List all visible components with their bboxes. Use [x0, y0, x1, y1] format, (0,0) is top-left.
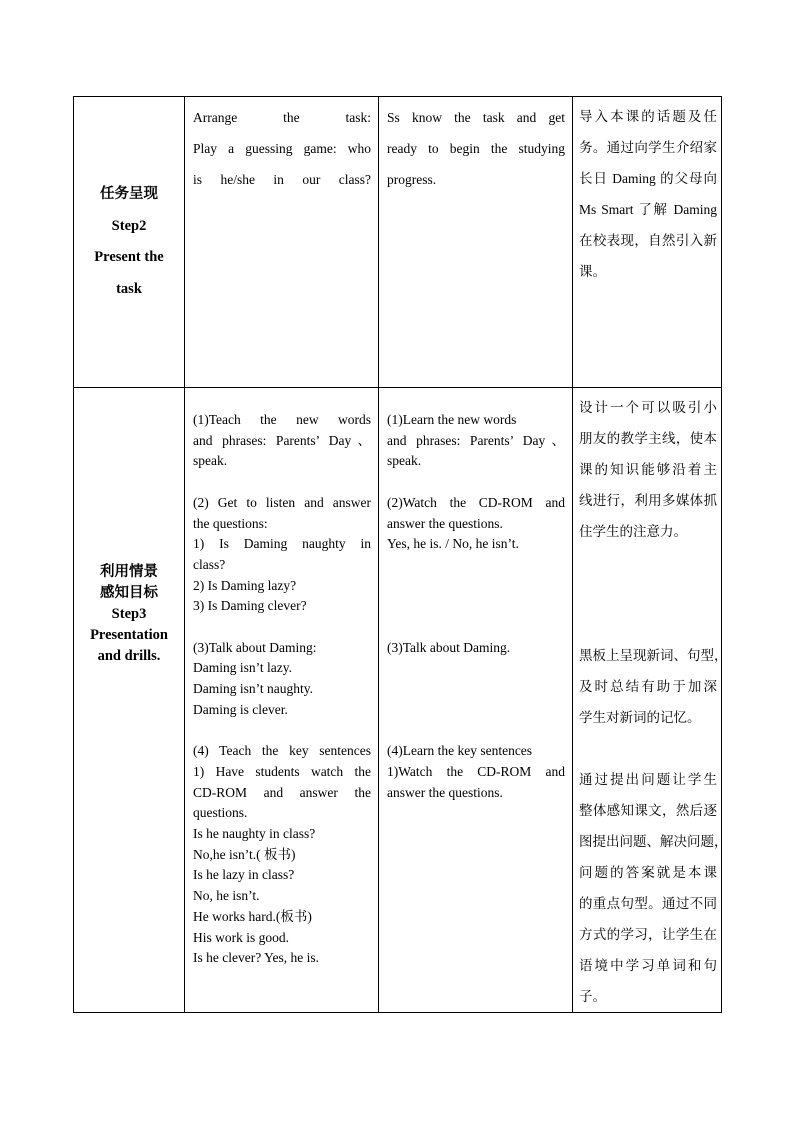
purpose-line: Ms Smart 了解 Daming — [579, 202, 717, 217]
student-line: answer the questions. — [387, 515, 503, 531]
purpose-line: 住学生的注意力。 — [579, 524, 687, 539]
teacher-line: (1)Teach the new words — [193, 412, 371, 427]
teacher-line: (4) Teach the key sentences — [193, 743, 371, 759]
purpose-line: 及时总结有助于加深 — [579, 679, 717, 694]
teacher-line: Play a guessing game: who — [193, 141, 371, 156]
teacher-line: 2) Is Daming lazy? — [193, 577, 297, 593]
teacher-activity-cell — [185, 388, 379, 1013]
teacher-line: (2) Get to listen and answer — [193, 494, 371, 510]
teacher-line: class? — [193, 556, 226, 572]
stage-label: 感知目标 — [100, 584, 158, 601]
table-row-step3 — [74, 388, 722, 1013]
teacher-line: is he/she in our class? — [193, 172, 371, 187]
purpose-line: 课的知识能够沿着主 — [579, 462, 717, 477]
teacher-line: and phrases: Parents’ Day、 — [193, 432, 371, 448]
purpose-line: 导入本课的话题及任 — [579, 109, 717, 124]
student-line: speak. — [387, 453, 422, 469]
stage-label: and drills. — [97, 647, 161, 664]
stage-label: Step3 — [111, 605, 147, 622]
teacher-line: His work is good. — [193, 929, 290, 945]
purpose-line: 问题的答案就是本课 — [579, 865, 717, 880]
teacher-line: speak. — [193, 453, 228, 469]
purpose-line: 设计一个可以吸引小 — [579, 400, 717, 415]
stage-label: 利用情景 — [100, 563, 158, 580]
teacher-line: No,he isn’t.( 板书) — [193, 846, 296, 862]
lesson-plan-table — [73, 96, 728, 1013]
stage-cell-step3 — [74, 388, 185, 1013]
purpose-line: 语境中学习单词和句 — [579, 958, 717, 973]
teacher-line: Is he naughty in class? — [193, 826, 316, 842]
purpose-line: 图提出问题、解决问题， — [579, 834, 728, 849]
student-line: (3)Talk about Daming. — [387, 639, 511, 655]
student-line: (2)Watch the CD-ROM and — [387, 494, 565, 510]
teacher-line: He works hard.(板书) — [193, 908, 312, 924]
teacher-line: Daming isn’t lazy. — [193, 660, 292, 676]
student-line: and phrases: Parents’ Day、 — [387, 432, 565, 448]
student-line: ready to begin the studying — [387, 141, 565, 156]
teacher-line: Is he clever? Yes, he is. — [193, 950, 319, 966]
purpose-line: 方式的学习，让学生在 — [579, 927, 717, 942]
stage-label: Presentation — [90, 626, 168, 643]
student-line: Ss know the task and get — [387, 110, 565, 125]
student-activity-cell — [379, 388, 573, 1013]
student-line: (1)Learn the new words — [387, 412, 517, 427]
stage-label: 任务呈现 — [100, 186, 158, 202]
teacher-line: 1) Is Daming naughty in — [193, 536, 371, 552]
purpose-line: 通过提出问题让学生 — [579, 772, 717, 787]
stage-label: task — [116, 280, 142, 297]
teacher-line: the questions: — [193, 515, 268, 531]
student-activity-cell — [379, 97, 573, 388]
teacher-line: CD-ROM and answer the — [193, 784, 371, 800]
purpose-line: 朋友的教学主线，使本 — [579, 431, 717, 446]
teacher-line: Arrange the task: — [193, 110, 371, 125]
stage-label: Step2 — [111, 217, 147, 234]
purpose-line: 线进行，利用多媒体抓 — [579, 493, 717, 508]
teacher-line: Daming isn’t naughty. — [193, 681, 313, 697]
purpose-cell — [573, 388, 728, 1013]
purpose-line: 的重点句型。通过不同 — [579, 896, 717, 911]
purpose-line: 学生对新词的记忆。 — [579, 710, 701, 725]
purpose-line: 子。 — [579, 989, 606, 1004]
purpose-line: 在校表现，自然引入新 — [579, 233, 717, 248]
teacher-line: 3) Is Daming clever? — [193, 598, 307, 614]
purpose-cell — [573, 97, 722, 388]
student-line: 1)Watch the CD-ROM and — [387, 763, 565, 779]
teacher-line: (3)Talk about Daming: — [193, 639, 317, 655]
teacher-line: questions. — [193, 805, 248, 821]
stage-label: Present the — [94, 249, 164, 265]
stage-cell-step2 — [74, 97, 185, 388]
teacher-line: Daming is clever. — [193, 701, 288, 717]
purpose-line: 长日 Daming 的父母向 — [579, 171, 717, 186]
teacher-activity-cell — [185, 97, 379, 388]
student-line: progress. — [387, 172, 437, 187]
teacher-line: 1) Have students watch the — [193, 763, 371, 779]
teacher-line: Is he lazy in class? — [193, 867, 295, 883]
purpose-line: 黑板上呈现新词、句型， — [579, 648, 728, 663]
table-row-step2 — [74, 97, 722, 388]
purpose-line: 课。 — [579, 264, 606, 279]
purpose-line: 务。通过向学生介绍家 — [579, 140, 717, 155]
teacher-line: No, he isn’t. — [193, 888, 260, 904]
purpose-line: 整体感知课文，然后逐 — [579, 803, 717, 818]
student-line: answer the questions. — [387, 784, 503, 800]
student-line: Yes, he is. / No, he isn’t. — [387, 536, 519, 552]
student-line: (4)Learn the key sentences — [387, 743, 533, 759]
